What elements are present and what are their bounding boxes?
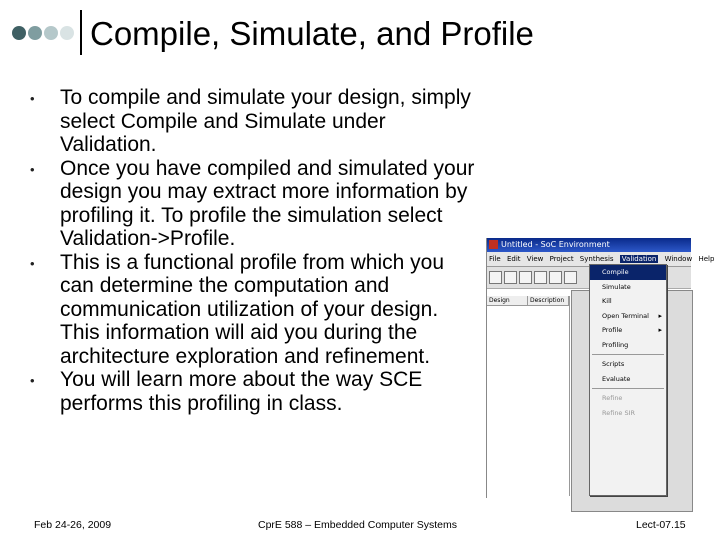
menu-item-simulate[interactable]: Simulate xyxy=(602,282,631,291)
menu-separator xyxy=(592,388,664,389)
menu-synthesis[interactable]: Synthesis xyxy=(579,255,614,263)
menu-item-compile[interactable]: Compile xyxy=(590,265,666,280)
menu-edit[interactable]: Edit xyxy=(506,255,521,263)
bullet-text: This is a functional profile from which you can determine the computation and communication utilization of your design. This information will aid you during the architecture exploration and refinement. xyxy=(60,250,444,368)
paste-icon[interactable] xyxy=(564,271,577,284)
menu-item-refine-sir[interactable]: Refine SIR xyxy=(602,408,636,417)
dot-icon xyxy=(12,26,26,40)
menu-validation[interactable]: Validation xyxy=(621,255,657,263)
bullet-item xyxy=(30,368,475,415)
validation-dropdown xyxy=(589,264,667,496)
window-titlebar xyxy=(487,238,691,252)
bullet-list xyxy=(30,86,475,415)
bullet-text: Once you have compiled and simulated your design you may extract more information by profiling it. To profile the simulation select Validation->Profile. xyxy=(60,156,475,250)
menu-project[interactable]: Project xyxy=(549,255,574,263)
bullet-item xyxy=(30,86,475,157)
copy-icon[interactable] xyxy=(549,271,562,284)
column-design[interactable]: Design xyxy=(487,296,528,305)
footer-date: Feb 24-26, 2009 xyxy=(34,519,112,531)
menu-help[interactable]: Help xyxy=(698,255,715,263)
menu-window[interactable]: Window xyxy=(664,255,693,263)
menu-item-open-terminal[interactable]: Open Terminal ▸ xyxy=(590,309,666,324)
bullet-text: You will learn more about the way SCE performs this profiling in class. xyxy=(60,368,423,415)
cut-icon[interactable] xyxy=(534,271,547,284)
design-panel xyxy=(487,296,570,496)
sce-screenshot xyxy=(486,238,715,498)
menu-item-profile[interactable]: Profile ▸ xyxy=(590,323,666,338)
footer-course: CprE 588 – Embedded Computer Systems xyxy=(258,519,458,531)
menu-file[interactable]: File xyxy=(489,255,501,263)
bullet-icon: • xyxy=(30,91,35,106)
bullet-item xyxy=(30,157,475,251)
window-title: Untitled - SoC Environment xyxy=(501,240,610,249)
new-icon[interactable] xyxy=(489,271,502,284)
dot-icon xyxy=(60,26,74,40)
menu-item-scripts[interactable]: Scripts xyxy=(602,360,625,368)
open-icon[interactable] xyxy=(504,271,517,284)
bullet-icon: • xyxy=(30,255,35,271)
menu-item-profiling[interactable]: Profiling xyxy=(602,340,629,349)
menu-item-evaluate[interactable]: Evaluate xyxy=(602,374,631,383)
title-divider xyxy=(80,10,82,55)
app-icon xyxy=(489,240,498,249)
bullet-item xyxy=(30,251,475,369)
column-description[interactable]: Description xyxy=(528,296,569,305)
bullet-icon: • xyxy=(30,161,35,177)
slide-title: Compile, Simulate, and Profile xyxy=(90,15,534,52)
menu-item-refine[interactable]: Refine xyxy=(602,394,623,402)
footer-lecture: Lect-07.15 xyxy=(636,519,686,531)
menu-separator xyxy=(592,354,664,355)
design-table-header xyxy=(487,296,569,306)
bullet-text: To compile and simulate your design, simply select Compile and Simulate under Validation. xyxy=(60,86,471,156)
menu-item-kill[interactable]: Kill xyxy=(602,297,612,305)
bullet-icon: • xyxy=(30,373,35,388)
dot-icon xyxy=(44,26,58,40)
save-icon[interactable] xyxy=(519,271,532,284)
dot-icon xyxy=(28,26,42,40)
menu-view[interactable]: View xyxy=(526,255,544,263)
